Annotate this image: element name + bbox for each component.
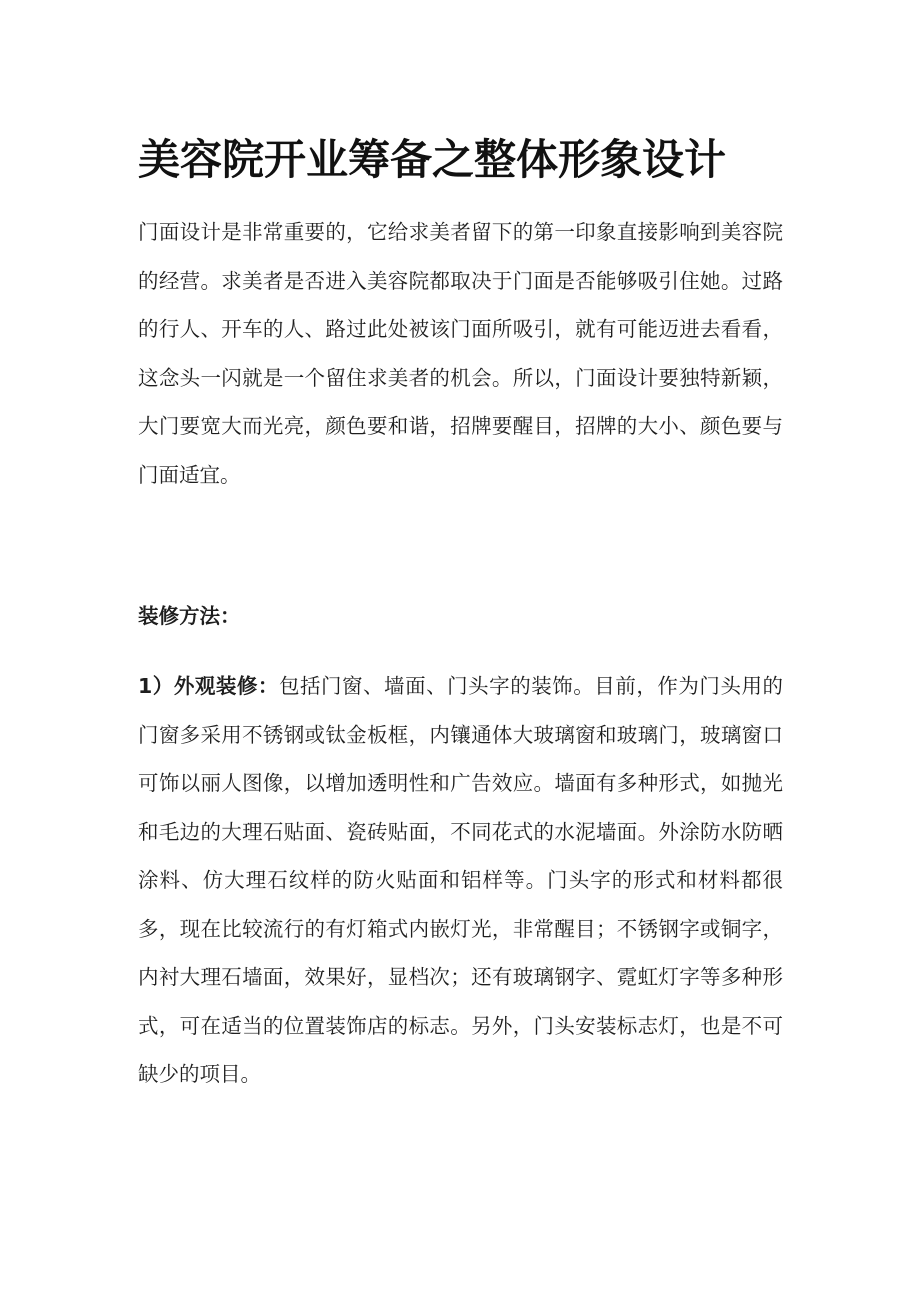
- intro-paragraph: 门面设计是非常重要的，它给求美者留下的第一印象直接影响到美容院的经营。求美者是否进入美容院都取决于门面是否能够吸引住她。过路的行人、开车的人、路过此处被该门面所吸引，就有可能迈进去看看，这念头一闪就是一个留住求美者的机会。所以，门面设计要独特新颖，大门要宽大而光亮，颜色要和谐，招牌要醒目，招牌的大小、颜色要与门面适宜。: [138, 220, 783, 487]
- method-lead: 1）外观装修：: [138, 674, 279, 698]
- method-paragraph: [138, 662, 783, 1099]
- method-body: 包括门窗、墙面、门头字的装饰。目前，作为门头用的门窗多采用不锈钢或钛金板框，内镶通体大玻璃窗和玻璃门，玻璃窗口可饰以丽人图像，以增加透明性和广告效应。墙面有多种形式，如抛光和毛边的大理石贴面、瓷砖贴面，不同花式的水泥墙面。外涂防水防晒涂料、仿大理石纹样的防火贴面和铝样等。门头字的形式和材料都很多，现在比较流行的有灯箱式内嵌灯光，非常醒目；不锈钢字或铜字，内衬大理石墙面，效果好，显档次；还有玻璃钢字、霓虹灯字等多种形式，可在适当的位置装饰店的标志。另外，门头安装标志灯，也是不可缺少的项目。: [138, 674, 783, 1086]
- section-heading: 装修方法：: [138, 604, 241, 628]
- page-title: 美容院开业筹备之整体形象设计: [138, 135, 727, 184]
